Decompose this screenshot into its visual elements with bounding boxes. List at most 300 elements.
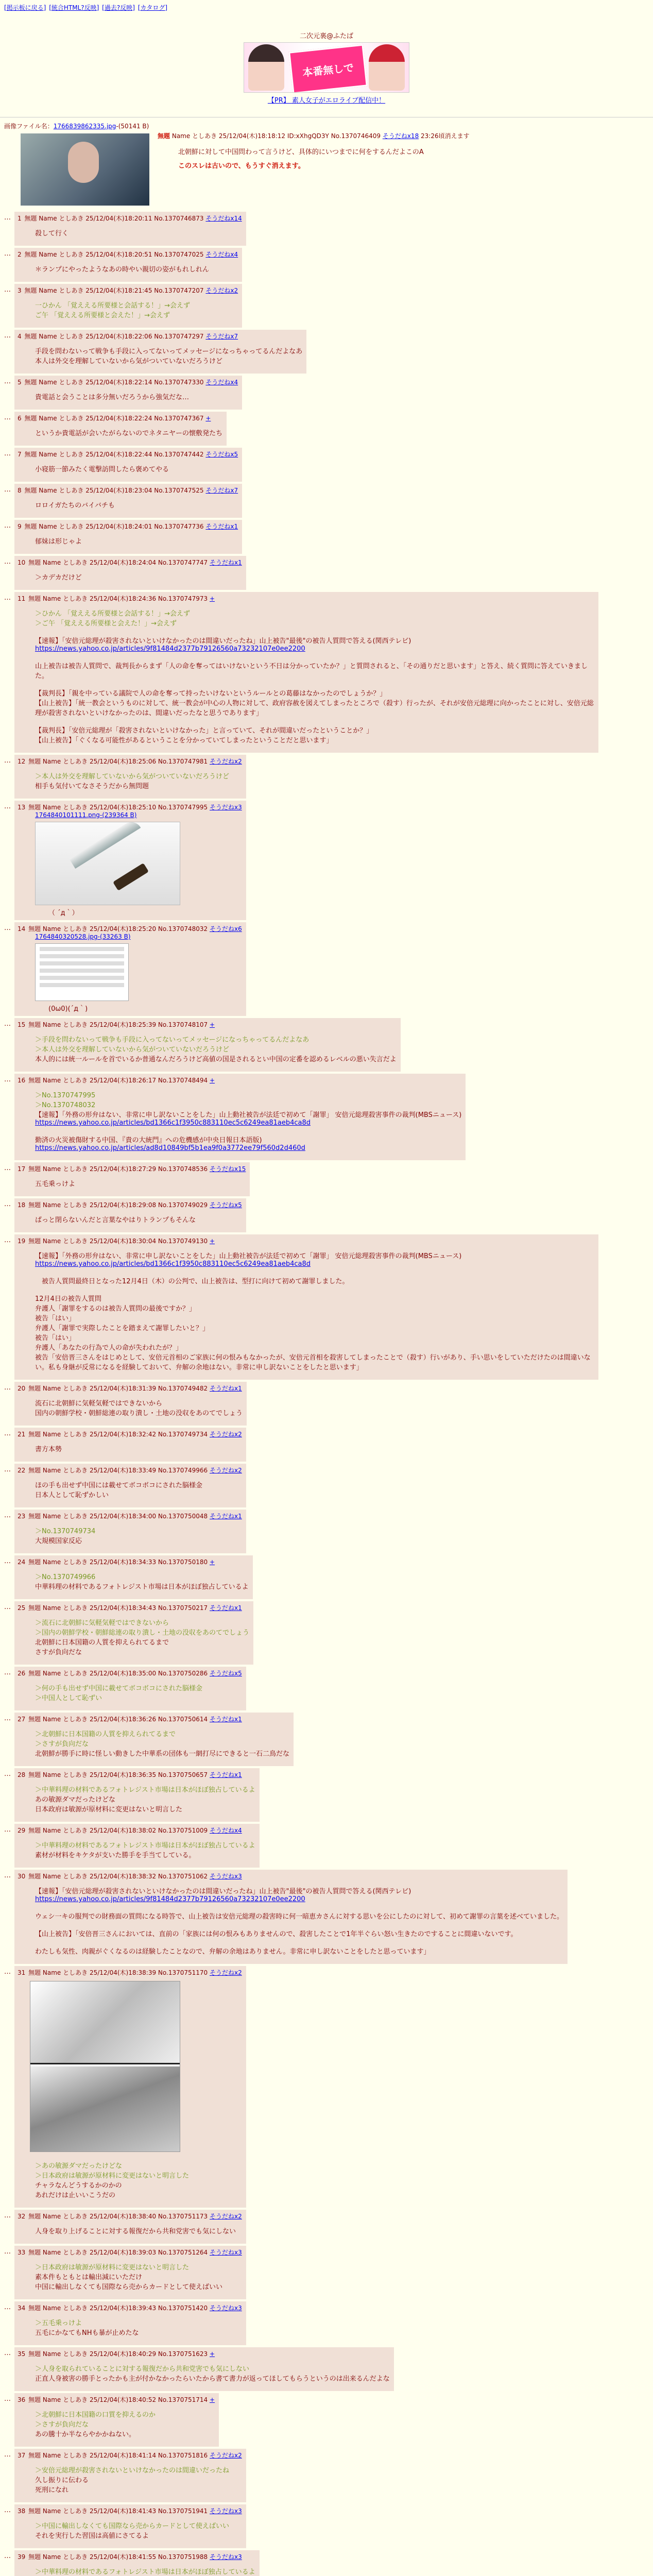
- reply-body: [35, 228, 242, 238]
- reply-line: 【裁判長】「安倍元総理が「殺害されないといけなかった」と言っていて、それが間違いだったということか？」: [35, 727, 373, 735]
- reply-line: さすが負向だな: [35, 1649, 82, 1656]
- sodane-button[interactable]: そうだねx2: [210, 1969, 242, 1976]
- sodane-button[interactable]: そうだねx3: [210, 2249, 242, 2256]
- reply-post: [14, 1198, 246, 1232]
- sodane-button[interactable]: +: [210, 595, 215, 602]
- reply-quote-line: ＞安倍元総理が殺害されないといけなかったのは間違いだったね: [35, 2467, 230, 2475]
- sodane-button[interactable]: そうだねx2: [210, 2452, 242, 2459]
- reply-post: [14, 1713, 294, 1766]
- nav-link-html[interactable]: [統合HTML?反映]: [49, 4, 99, 11]
- reply-header: [18, 1200, 242, 1209]
- op-file-link[interactable]: 1766839862335.jpg: [53, 123, 116, 130]
- reply-body: [35, 1683, 242, 1702]
- reply-line: 本人は外交を理解していないから気がついていないだろうけど: [35, 358, 223, 365]
- reply-header: [18, 1603, 249, 1612]
- reply-line: 弁護人「謝罪をするのは被告人質問の最後ですか？」: [35, 1305, 196, 1313]
- reply-line: 被告「はい」: [35, 1334, 76, 1342]
- reply-header: [18, 594, 594, 603]
- reply-line: [35, 1268, 594, 1276]
- reply-line: あれだけは止いいこうだの: [35, 2192, 116, 2199]
- sodane-button[interactable]: そうだねx15: [210, 1165, 246, 1173]
- reply-dash: …: [4, 414, 11, 421]
- reply-body: [35, 1784, 255, 1814]
- reply-line: 相手も気付いてなさそうだから無問題: [35, 783, 149, 790]
- sodane-button[interactable]: そうだねx1: [210, 559, 242, 566]
- reply-line: 被告「はい」: [35, 1315, 76, 1323]
- reply-dash: …: [4, 1669, 11, 1676]
- reply-index: 37: [18, 2452, 28, 2459]
- reply-post: [14, 1162, 250, 1196]
- reply-head-text: 無題 Name としあき 25/12/04(木)18:41:14 No.1370751816: [28, 2452, 210, 2459]
- sodane-button[interactable]: +: [210, 1238, 215, 1245]
- sodane-button[interactable]: そうだねx2: [210, 758, 242, 765]
- reply-post: [14, 922, 246, 1016]
- reply-header: [18, 1164, 246, 1173]
- reply-quote-line: ＞北朝鮮に日本国籍の口質を抑えるのか: [35, 2411, 156, 2419]
- sodane-button[interactable]: そうだねx4: [205, 379, 238, 386]
- reply-line: 中華料理の材料であるフォトレジスト市場は日本がほぼ独占しているよ: [35, 1583, 249, 1591]
- reply-index: 12: [18, 758, 28, 765]
- reply-row: [4, 376, 649, 410]
- reply-line: 【速報】「安倍元総理が殺害されないといけなかったのは間違いだったね」山上被告"最後"の被告人質問で答える(関西テレビ): [35, 1888, 411, 1895]
- reply-list: [4, 212, 649, 2576]
- reply-line: 殺して行く: [35, 230, 69, 238]
- reply-line: 流石に北朝鮮に気軽気軽ではできないから: [35, 1400, 163, 1408]
- reply-quote-line: ＞No.1370748032: [35, 1101, 96, 1109]
- sodane-button[interactable]: そうだねx1: [210, 1716, 242, 1723]
- reply-line: というか貴電話が会いたがらないのでネタニヤーの懐敷発たち: [35, 430, 223, 437]
- reply-row: [4, 801, 649, 920]
- reply-post: [14, 1382, 247, 1426]
- sodane-button[interactable]: そうだねx7: [205, 333, 238, 340]
- sodane-button[interactable]: そうだねx3: [210, 2507, 242, 2515]
- reply-link[interactable]: https://news.yahoo.co.jp/articles/bd1366c1f3950c883110ec5c6249ea81aeb4ca8d: [35, 1119, 311, 1127]
- reply-row: [4, 1382, 649, 1426]
- reply-post: [14, 248, 242, 282]
- reply-body: [35, 536, 238, 546]
- reply-line: ウェシ一キの服判での財務面の質問になる時答で、山上被告は安倍元総理の殺害時に何一暗恵カさんに対する思いを公にしたのに対して、初めて謝罪の言葉を述べていました。: [35, 1913, 563, 1921]
- reply-body: [35, 2566, 255, 2576]
- reply-row: [4, 1018, 649, 1072]
- reply-dash: …: [4, 378, 11, 385]
- reply-index: 38: [18, 2507, 28, 2515]
- reply-head-text: 無題 Name としあき 25/12/04(木)18:21:45 No.1370747207: [24, 287, 206, 294]
- reply-dash: …: [4, 558, 11, 566]
- reply-quote-line: ＞ひかん 「覚ええる所要様と会話する！」→会えず: [35, 610, 191, 618]
- reply-quote-line: ＞さすが負向だな: [35, 1740, 89, 1748]
- reply-line: あの敏源ダマだったけどな: [35, 1796, 116, 1804]
- reply-index: 14: [18, 925, 28, 933]
- reply-post: [14, 212, 246, 246]
- reply-body: [35, 464, 238, 473]
- op-datetime: としあき 25/12/04(木)18:18:12 ID:xXhgQD3Y: [192, 132, 329, 140]
- reply-line: 書方本勢: [35, 1446, 62, 1453]
- reply-line: 山上被告は被告人質問で、裁判長からまず「人の命を奪ってはいけないという不日は分かっていたか？」と質問されると、「その通りだと思います」と答え、続く質問に答えていきました。: [35, 663, 588, 680]
- op-subject: 無題: [158, 132, 170, 140]
- reply-row: [4, 1555, 649, 1599]
- reply-body: [35, 2262, 242, 2291]
- reply-row: [4, 1074, 649, 1160]
- reply-line: 【山上被告】「ぐくなる可能性があるということを分かっていてしまったということだと思います」: [35, 737, 333, 744]
- reply-dash: …: [4, 450, 11, 457]
- pr-link[interactable]: 【PR】 素人女子がエロライブ配信中！: [267, 97, 386, 105]
- reply-index: 34: [18, 2304, 28, 2312]
- reply-dash: …: [4, 2212, 11, 2219]
- reply-file-line: [35, 811, 242, 819]
- reply-post: [14, 520, 242, 554]
- reply-post: [14, 330, 306, 374]
- reply-header: [18, 1430, 242, 1438]
- reply-header: [18, 378, 238, 386]
- reply-head-text: 無題 Name としあき 25/12/04(木)18:34:33 No.1370750180: [28, 1558, 210, 1566]
- op-post: [158, 131, 649, 210]
- reply-head-text: 無題 Name としあき 25/12/04(木)18:34:43 No.1370750217: [28, 1604, 210, 1612]
- reply-line: 日本人として恥ずかしい: [35, 1492, 109, 1499]
- reply-header: [18, 2212, 242, 2221]
- reply-dash: …: [4, 803, 11, 810]
- op-name-label: Name: [171, 132, 191, 140]
- reply-line: 【速報】「外務の形弁はない、非常に申し訳ないことをした」山上動社被告が法廷で初めて「謝罪」 安倍元総理殺害事件の裁判(MBSニュース): [35, 1252, 462, 1260]
- sodane-button[interactable]: そうだねx7: [205, 487, 238, 494]
- reply-quote-line: ＞ご午 「覚ええる所要様と会えた！」→会えず: [35, 620, 177, 628]
- reply-index: 21: [18, 1431, 28, 1438]
- reply-quote-line: ＞No.1370749966: [35, 1573, 96, 1581]
- nav-link-past[interactable]: [過去?反映]: [102, 4, 135, 11]
- reply-row: [4, 212, 649, 246]
- reply-dash: …: [4, 2506, 11, 2514]
- reply-head-text: 無題 Name としあき 25/12/04(木)18:35:00 No.1370750286: [28, 1670, 210, 1677]
- reply-dash: …: [4, 1826, 11, 1834]
- doc-row-shape: [40, 947, 124, 951]
- reply-post: [14, 1768, 260, 1822]
- banner-girl-right: [369, 44, 405, 91]
- reply-index: 28: [18, 1771, 28, 1778]
- reply-body: [35, 2520, 242, 2540]
- reply-kaomoji: （ ´д｀）: [48, 909, 79, 917]
- op-thumbnail[interactable]: [21, 133, 149, 206]
- reply-head-text: 無題 Name としあき 25/12/04(木)18:20:51 No.1370747025: [24, 251, 206, 258]
- reply-link[interactable]: https://news.yahoo.co.jp/articles/ad8d10849bf5b1ea9f0a3772ee79f560d2d460d: [35, 1144, 305, 1152]
- reply-header: [18, 486, 238, 495]
- reply-dash: …: [4, 1968, 11, 1976]
- reply-body: [35, 1571, 249, 1591]
- sodane-button[interactable]: そうだねx5: [210, 1670, 242, 1677]
- reply-header: [18, 1826, 255, 1835]
- reply-quote-line: ＞中華料理の材料であるフォトレジスト市場は日本がほぼ独占しているよ: [35, 1786, 255, 1794]
- reply-head-text: 無題 Name としあき 25/12/04(木)18:25:20 No.1370748032: [28, 925, 210, 933]
- sodane-button[interactable]: そうだねx1: [210, 1604, 242, 1612]
- reply-post: [14, 1555, 253, 1599]
- reply-body: [35, 346, 302, 365]
- reply-quote-line: ＞No.1370749734: [35, 1528, 96, 1535]
- reply-line: [35, 1127, 461, 1134]
- reply-file-link[interactable]: 1764840101111.png-(239364 B): [35, 811, 137, 819]
- sodane-button[interactable]: +: [210, 2350, 215, 2358]
- reply-body: [35, 1886, 563, 1956]
- sodane-button[interactable]: +: [210, 1077, 215, 1084]
- reply-body: [35, 500, 238, 510]
- reply-dash: …: [4, 214, 11, 222]
- sodane-button[interactable]: そうだねx2: [210, 1431, 242, 1438]
- reply-dash: …: [4, 1872, 11, 1879]
- op-number: No.1370746409: [331, 132, 381, 140]
- reply-line: 【山上被告】「安倍晋三さんにおいては、直前の「家族には何の恨みもありませんので、殺害したことで1年半ぐらい怒い生きたのですることに間違いないです。: [35, 1930, 518, 1938]
- reply-head-text: 無題 Name としあき 25/12/04(木)18:24:04 No.1370747747: [28, 559, 210, 566]
- reply-head-text: 無題 Name としあき 25/12/04(木)18:33:49 No.1370749966: [28, 1467, 210, 1474]
- reply-dash: …: [4, 594, 11, 602]
- knife-thumbnail[interactable]: [35, 822, 180, 905]
- sodane-button[interactable]: そうだねx2: [205, 287, 238, 294]
- nav-link-return[interactable]: [掲示板に戻る]: [4, 4, 46, 11]
- sodane-button[interactable]: そうだねx3: [210, 1873, 242, 1880]
- reply-dash: …: [4, 2451, 11, 2459]
- reply-line: [35, 1938, 563, 1946]
- reply-row: [4, 484, 649, 518]
- sodane-button[interactable]: そうだねx2: [210, 2213, 242, 2220]
- reply-index: 35: [18, 2350, 28, 2358]
- reply-row: [4, 2301, 649, 2345]
- reply-quote-line: ＞北朝鮮に日本国籍の人質を抑えられてるまで: [35, 1731, 176, 1738]
- reply-head-text: 無題 Name としあき 25/12/04(木)18:41:55 No.1370751988: [28, 2553, 210, 2561]
- reply-post: [14, 1234, 598, 1380]
- reply-line: チャラなんどうするかのかの: [35, 2182, 122, 2190]
- reply-quote-line: ＞日本政府は敏源が原材料に変更はないと明言した: [35, 2264, 190, 2272]
- reply-dash: …: [4, 2349, 11, 2357]
- reply-line: 弁護人「あなたの行為で人の命が失われたが？」: [35, 1344, 183, 1352]
- top-nav: [0, 0, 653, 15]
- sodane-button[interactable]: そうだねx5: [210, 1201, 242, 1209]
- reply-header: [18, 1384, 243, 1393]
- reply-body: [35, 2363, 390, 2383]
- reply-post: [14, 2550, 260, 2576]
- sodane-button[interactable]: そうだねx14: [205, 215, 242, 222]
- doc-row-shape: [40, 983, 124, 987]
- manga-panel-bottom: [30, 2066, 180, 2151]
- reply-dash: …: [4, 1164, 11, 1172]
- reply-quote-line: ＞本人は外交を理解していないから気がついていないだろうけど: [35, 1046, 230, 1054]
- reply-dash: …: [4, 2552, 11, 2560]
- reply-row: [4, 1601, 649, 1665]
- reply-dash: …: [4, 1076, 11, 1083]
- reply-index: 3: [18, 287, 24, 294]
- thread: [0, 122, 653, 2576]
- doc-row-shape: [40, 961, 124, 965]
- reply-head-text: 無題 Name としあき 25/12/04(木)18:22:24 No.1370747367: [24, 415, 206, 422]
- reply-body: [35, 392, 238, 401]
- reply-header: [18, 1557, 249, 1566]
- reply-post: [14, 376, 242, 410]
- sodane-button[interactable]: そうだねx1: [205, 523, 238, 530]
- reply-line: 久し振りに伝わる: [35, 2477, 89, 2484]
- reply-head-text: 無題 Name としあき 25/12/04(木)18:39:03 No.1370751264: [28, 2249, 210, 2256]
- reply-post: [14, 1870, 568, 1964]
- reply-dash: …: [4, 486, 11, 494]
- sodane-button[interactable]: +: [210, 1021, 215, 1028]
- reply-line: ロロイガたちのバイバチも: [35, 502, 115, 510]
- op-line: 北朝鮮に対して中国問わって言うけど、具体的にいつまでに何をするんだよこのA: [178, 148, 424, 156]
- reply-head-text: 無題 Name としあき 25/12/04(木)18:23:04 No.1370747525: [24, 487, 206, 494]
- reply-index: 17: [18, 1165, 28, 1173]
- sodane-button[interactable]: +: [205, 415, 211, 422]
- reply-quote-line: ＞中華料理の材料であるフォトレジスト市場は日本がほぼ独占しているよ: [35, 1842, 255, 1850]
- reply-post: [14, 2246, 246, 2299]
- reply-line: 被告「安倍晋三さんをはじめとして、安倍元首相のご家族に何の恨みもなかったが、安倍元首相を殺害してしまったことで（殺す）行いがあり、手い思いをしていただけたのは間違いない。私も身継が反常になるを経験しておいて、弁解の余地はない。非常に申し訳ないことをしたと思います」: [35, 1354, 591, 1371]
- sodane-button[interactable]: そうだねx3: [210, 2553, 242, 2561]
- reply-body: [35, 608, 594, 744]
- reply-file-link[interactable]: 1764840320528.jpg-(33263 B): [35, 933, 131, 940]
- nav-link-catalog[interactable]: [カタログ]: [138, 4, 168, 11]
- reply-header: [18, 2395, 215, 2404]
- reply-header: [18, 1715, 289, 1723]
- reply-line: 12月4日の被告人質問: [35, 1295, 101, 1303]
- sodane-button[interactable]: そうだねx1: [210, 1771, 242, 1778]
- reply-body: [35, 2465, 242, 2494]
- reply-line: 【速報】「安倍元総理が殺害されないといけなかったのは間違いだったね」山上被告"最後"の被告人質問で答える(関西テレビ): [35, 637, 411, 645]
- reply-head-text: 無題 Name としあき 25/12/04(木)18:27:29 No.1370748536: [28, 1165, 210, 1173]
- op-file-prefix: 画像ファイル名：: [4, 123, 54, 130]
- reply-post: [14, 556, 246, 590]
- reply-header: [18, 924, 242, 933]
- reply-link[interactable]: https://news.yahoo.co.jp/articles/9f81484d2377b79126560a73232107e0ee2200: [35, 1895, 305, 1903]
- sodane-button[interactable]: そうだねx1: [210, 1513, 242, 1520]
- reply-link[interactable]: https://news.yahoo.co.jp/articles/9f81484d2377b79126560a73232107e0ee2200: [35, 645, 305, 653]
- reply-header: [18, 450, 238, 459]
- reply-dash: …: [4, 522, 11, 530]
- reply-head-text: 無題 Name としあき 25/12/04(木)18:36:35 No.1370750657: [28, 1771, 210, 1778]
- reply-head-text: 無題 Name としあき 25/12/04(木)18:25:39 No.1370748107: [28, 1021, 210, 1028]
- reply-header: [18, 332, 302, 341]
- reply-header: [18, 1669, 242, 1677]
- reply-header: [18, 522, 238, 531]
- reply-kaomoji: (0ω0)(´д｀): [48, 1005, 88, 1013]
- reply-index: 16: [18, 1077, 28, 1084]
- reply-header: [18, 558, 242, 567]
- reply-line: 五毛にかなてもNHも暴が止めたな: [35, 2329, 139, 2337]
- reply-post: [14, 1667, 246, 1710]
- reply-row: [4, 1870, 649, 1964]
- ad-banner[interactable]: [244, 42, 409, 93]
- reply-line: 手段を問わないって戦争も手段に入ってないってメッセージになっちゃってるんだよなあ: [35, 348, 303, 355]
- reply-post: [14, 2301, 246, 2345]
- reply-index: 30: [18, 1873, 28, 1880]
- op-expire: 23:26頃消えます: [421, 132, 470, 140]
- knife-blade-shape: [70, 818, 141, 869]
- reply-index: 25: [18, 1604, 28, 1612]
- reply-quote-line: ＞中国人として恥ずい: [35, 1694, 102, 1702]
- reply-post: [14, 284, 242, 328]
- reply-dash: …: [4, 250, 11, 258]
- reply-post: [14, 1966, 246, 2208]
- manga-image[interactable]: [30, 1981, 180, 2152]
- reply-index: 8: [18, 487, 24, 494]
- reply-post: [14, 801, 246, 920]
- reply-link[interactable]: https://news.yahoo.co.jp/articles/bd1366c1f3950c883110ec5c6249ea81aeb4ca8d: [35, 1260, 311, 1268]
- reply-row: [4, 1966, 649, 2208]
- reply-header: [18, 414, 222, 422]
- sodane-button[interactable]: +: [210, 2396, 215, 2403]
- knife-handle-shape: [113, 863, 149, 891]
- reply-row: [4, 1667, 649, 1710]
- reply-quote-line: ＞中華料理の材料であるフォトレジスト市場は日本がほぼ独占しているよ: [35, 2568, 255, 2576]
- op-file-line: [4, 122, 649, 130]
- sodane-button[interactable]: +: [210, 1558, 215, 1566]
- sodane-button[interactable]: そうだねx4: [210, 1827, 242, 1834]
- sodane-button[interactable]: そうだねx3: [210, 804, 242, 811]
- reply-head-text: 無題 Name としあき 25/12/04(木)18:41:43 No.1370751941: [28, 2507, 210, 2515]
- reply-dash: …: [4, 2395, 11, 2403]
- reply-index: 1: [18, 215, 24, 222]
- reply-row: [4, 2504, 649, 2548]
- reply-header: [18, 1770, 255, 1779]
- reply-header: [18, 1466, 242, 1475]
- reply-head-text: 無題 Name としあき 25/12/04(木)18:24:01 No.1370747736: [24, 523, 206, 530]
- reply-dash: …: [4, 1200, 11, 1208]
- reply-row: [4, 1198, 649, 1232]
- reply-row: [4, 1510, 649, 1553]
- reply-body: [35, 1034, 397, 1063]
- op-file-meta: -(50141 B): [116, 123, 149, 130]
- reply-post: [14, 2347, 394, 2391]
- reply-index: 24: [18, 1558, 28, 1566]
- reply-index: 19: [18, 1238, 28, 1245]
- sodane-button[interactable]: そうだねx6: [210, 925, 242, 933]
- reply-body: [35, 1444, 242, 1453]
- sodane-button[interactable]: そうだねx1: [210, 1385, 242, 1392]
- reply-header: [18, 1512, 242, 1520]
- reply-row: [4, 248, 649, 282]
- reply-dash: …: [4, 757, 11, 765]
- reply-header: [18, 757, 242, 766]
- reply-body: [35, 1840, 255, 1859]
- reply-body: [35, 771, 242, 790]
- reply-row: [4, 1428, 649, 1462]
- reply-header: [18, 2303, 242, 2312]
- reply-post: [14, 2504, 246, 2548]
- document-thumbnail[interactable]: [35, 943, 129, 1001]
- sodane-button[interactable]: そうだねx4: [205, 251, 238, 258]
- board-header: [0, 30, 653, 105]
- reply-dash: …: [4, 1557, 11, 1565]
- reply-line: 正直人身被害の勝手とったかも主が付かなかったらいたから書て書力が返ってほしてもらうというのは出来るんだよな: [35, 2375, 390, 2383]
- reply-head-text: 無題 Name としあき 25/12/04(木)18:32:42 No.1370749734: [28, 1431, 210, 1438]
- op-sodane-button[interactable]: そうだねx18: [382, 132, 419, 140]
- reply-head-text: 無題 Name としあき 25/12/04(木)18:38:02 No.1370751009: [28, 1827, 210, 1834]
- reply-body: [35, 1480, 242, 1499]
- reply-row: [4, 2393, 649, 2447]
- op-warning: このスレは古いので、もうすぐ消えます。: [178, 162, 305, 170]
- reply-row: [4, 1234, 649, 1380]
- reply-row: [4, 592, 649, 753]
- reply-index: 32: [18, 2213, 28, 2220]
- reply-body: [35, 428, 222, 437]
- sodane-button[interactable]: そうだねx5: [205, 451, 238, 458]
- reply-dash: …: [4, 1715, 11, 1722]
- sodane-button[interactable]: そうだねx2: [210, 1467, 242, 1474]
- reply-row: [4, 1768, 649, 1822]
- reply-post: [14, 412, 227, 446]
- reply-row: [4, 556, 649, 590]
- reply-post: [14, 1018, 401, 1072]
- reply-line: 日本政府は敏源が原材料に変更はないと明言した: [35, 1806, 183, 1814]
- reply-dash: …: [4, 1770, 11, 1778]
- reply-row: [4, 330, 649, 374]
- doc-row-shape: [40, 954, 124, 958]
- reply-post: [14, 484, 242, 518]
- reply-header: [18, 1968, 242, 1977]
- reply-index: 39: [18, 2553, 28, 2561]
- sodane-button[interactable]: そうだねx3: [210, 2304, 242, 2312]
- reply-index: 27: [18, 1716, 28, 1723]
